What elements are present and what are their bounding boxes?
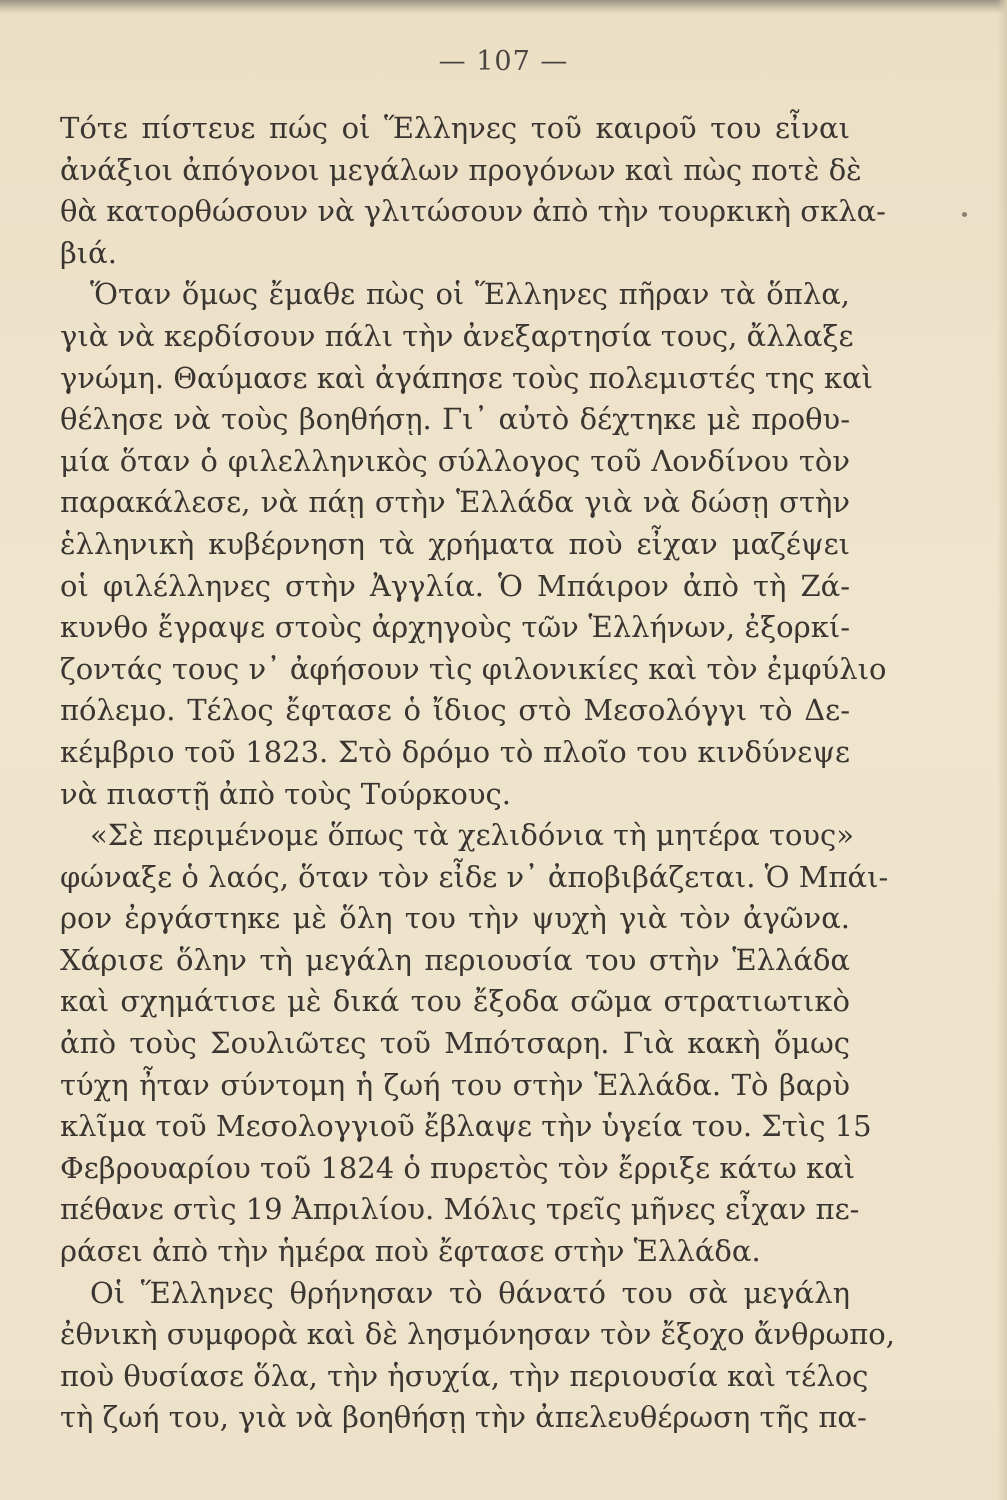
text-line: ποὺ θυσίασε ὅλα, τὴν ἡσυχία, τὴν περιουσία καὶ τέλος bbox=[60, 1358, 869, 1393]
text-line: ἑλληνικὴ κυβέρνηση τὰ χρήματα ποὺ εἶχαν μαζέψει bbox=[60, 526, 850, 561]
text-line: Φεβρουαρίου τοῦ 1824 ὁ πυρετὸς τὸν ἔρριξε κάτω καὶ bbox=[60, 1150, 856, 1185]
ink-speck bbox=[962, 212, 967, 217]
text-line: βιά. bbox=[60, 235, 117, 270]
text-line: ρον ἐργάστηκε μὲ ὅλη του τὴν ψυχὴ γιὰ τὸν ἀγῶνα. bbox=[60, 901, 850, 936]
text-line: ράσει ἀπὸ τὴν ἡμέρα ποὺ ἔφτασε στὴν Ἑλλάδα. bbox=[60, 1234, 761, 1269]
text-line: καὶ σχημάτισε μὲ δικά του ἔξοδα σῶμα στρατιωτικὸ bbox=[60, 984, 850, 1019]
text-line: θέλησε νὰ τοὺς βοηθήσῃ. Γι᾽ αὐτὸ δέχτηκε μὲ προθυ- bbox=[60, 402, 850, 437]
body-text bbox=[60, 108, 895, 1439]
page-number: — 107 — bbox=[438, 46, 569, 77]
text-line: τύχη ἦταν σύντομη ἡ ζωή του στὴν Ἑλλάδα. Τὸ βαρὺ bbox=[60, 1067, 850, 1102]
text-line: Ὅταν ὅμως ἔμαθε πὼς οἱ Ἕλληνες πῆραν τὰ ὅπλα, bbox=[90, 277, 850, 312]
text-line: ἀπὸ τοὺς Σουλιῶτες τοῦ Μπότσαρη. Γιὰ κακὴ ὅμως bbox=[60, 1026, 850, 1061]
text-line: γιὰ νὰ κερδίσουν πάλι τὴν ἀνεξαρτησία τους, ἄλλαξε bbox=[60, 318, 854, 353]
text-line: παρακάλεσε, νὰ πάῃ στὴν Ἑλλάδα γιὰ νὰ δώσῃ στὴν bbox=[60, 485, 850, 520]
text-line: πέθανε στὶς 19 Ἀπριλίου. Μόλις τρεῖς μῆνες εἶχαν πε- bbox=[60, 1192, 860, 1227]
text-line: τὴ ζωή του, γιὰ νὰ βοηθήσῃ τὴν ἀπελευθέρωση τῆς πα- bbox=[60, 1400, 867, 1435]
text-line: ἐθνικὴ συμφορὰ καὶ δὲ λησμόνησαν τὸν ἔξοχο ἄνθρωπο, bbox=[60, 1317, 895, 1352]
text-line: ζοντάς τους ν᾽ ἀφήσουν τὶς φιλονικίες καὶ τὸν ἐμφύλιο bbox=[60, 651, 887, 686]
text-line: πόλεμο. Τέλος ἔφτασε ὁ ἴδιος στὸ Μεσολόγγι τὸ Δε- bbox=[60, 693, 850, 728]
text-line: «Σὲ περιμένομε ὅπως τὰ χελιδόνια τὴ μητέρα τους» bbox=[90, 818, 855, 853]
text-line: κλῖμα τοῦ Μεσολογγιοῦ ἔβλαψε τὴν ὑγεία του. Στὶς 15 bbox=[60, 1109, 872, 1144]
text-line: θὰ κατορθώσουν νὰ γλιτώσουν ἀπὸ τὴν τουρκικὴ σκλα- bbox=[60, 194, 886, 229]
text-line: κέμβριο τοῦ 1823. Στὸ δρόμο τὸ πλοῖο του κινδύνεψε bbox=[60, 734, 850, 769]
text-line: φώναξε ὁ λαός, ὅταν τὸν εἶδε ν᾽ ἀποβιβάζεται. Ὁ Μπάι- bbox=[60, 859, 889, 894]
text-line: ἀνάξιοι ἀπόγονοι μεγάλων προγόνων καὶ πὼς ποτὲ δὲ bbox=[60, 152, 862, 187]
page-top-edge bbox=[0, 0, 1007, 14]
text-line: μία ὅταν ὁ φιλελληνικὸς σύλλογος τοῦ Λονδίνου τὸν bbox=[60, 443, 850, 478]
text-line: Τότε πίστευε πώς οἱ Ἕλληνες τοῦ καιροῦ του εἶναι bbox=[60, 111, 850, 145]
text-line: Χάρισε ὅλην τὴ μεγάλη περιουσία του στὴν Ἑλλάδα bbox=[60, 942, 850, 977]
text-line: οἱ φιλέλληνες στὴν Ἀγγλία. Ὁ Μπάιρον ἀπὸ τὴ Ζά- bbox=[60, 568, 850, 603]
text-line: νὰ πιαστῇ ἀπὸ τοὺς Τούρκους. bbox=[60, 776, 511, 811]
text-line: γνώμη. Θαύμασε καὶ ἀγάπησε τοὺς πολεμιστές της καὶ bbox=[60, 360, 874, 395]
page-right-edge bbox=[997, 0, 1007, 1500]
text-line: κυνθο ἔγραψε στοὺς ἀρχηγοὺς τῶν Ἑλλήνων, ἐξορκί- bbox=[60, 610, 850, 645]
text-line: Οἱ Ἕλληνες θρήνησαν τὸ θάνατό του σὰ μεγάλη bbox=[90, 1275, 850, 1310]
